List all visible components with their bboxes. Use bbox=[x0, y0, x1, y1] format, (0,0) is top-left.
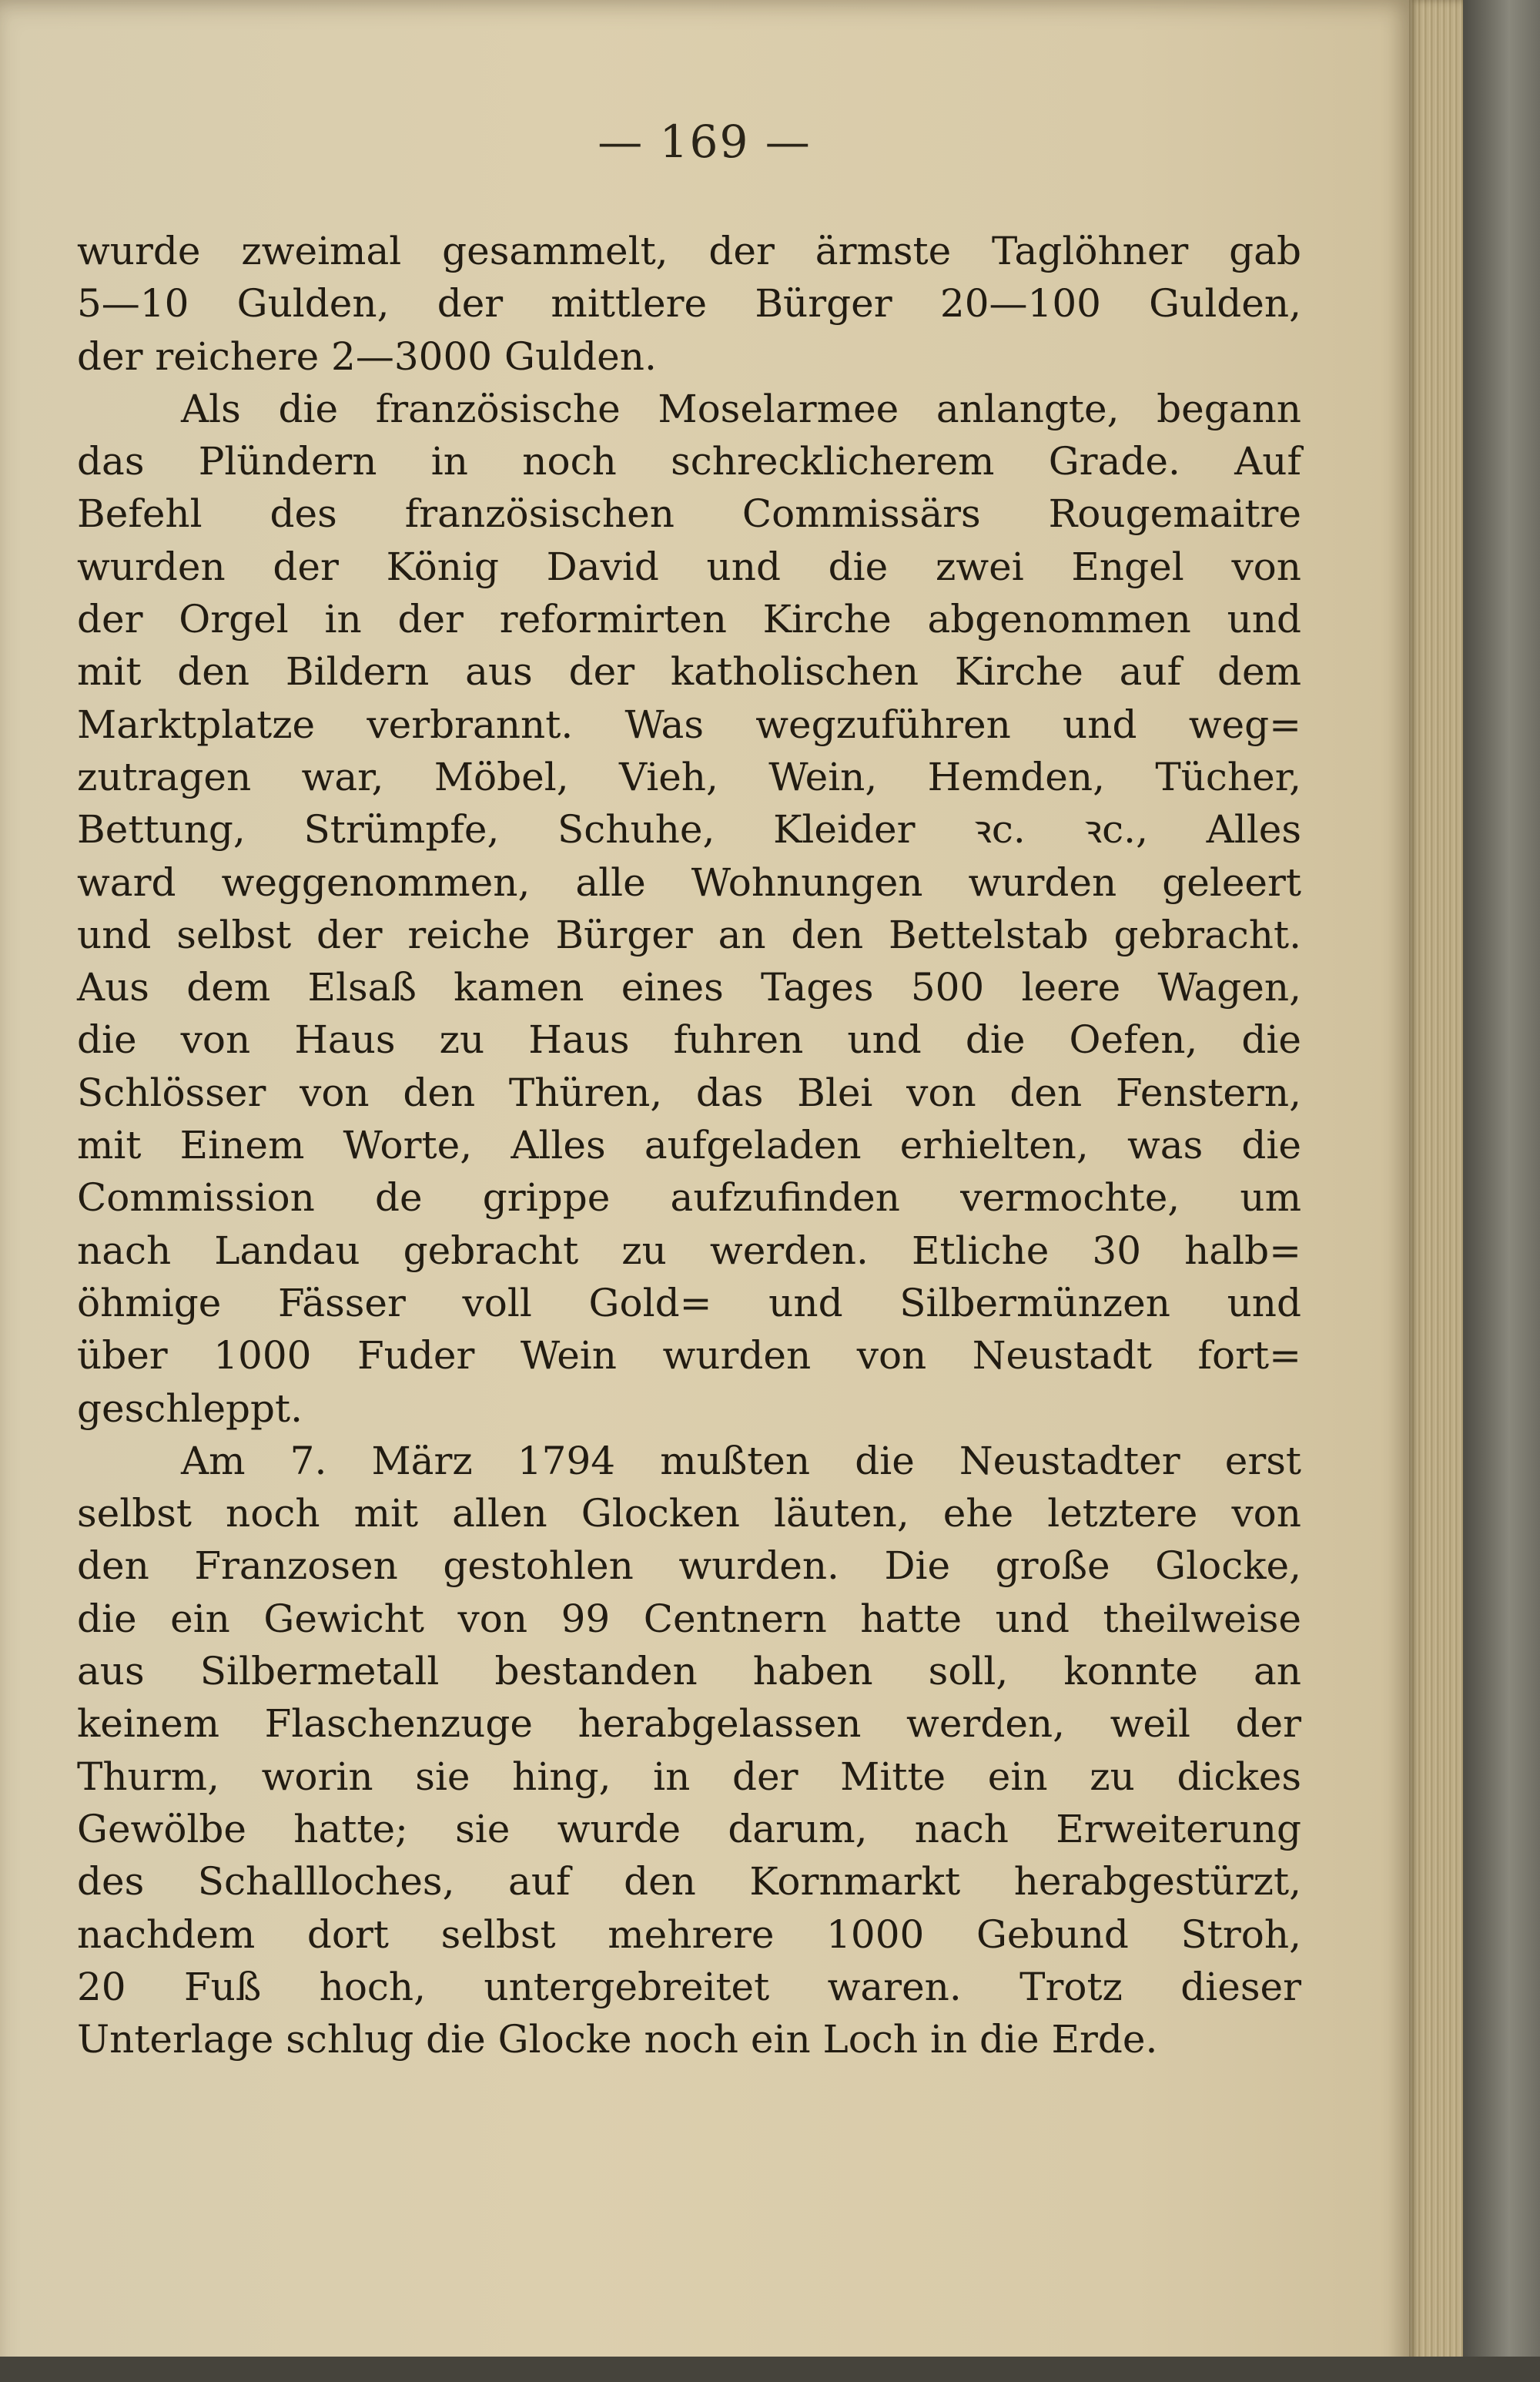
text-line: selbst noch mit allen Glocken läuten, ehe letztere von bbox=[77, 1491, 1301, 1536]
text-line: ward weggenommen, alle Wohnungen wurden geleert bbox=[77, 859, 1301, 905]
book-cover-edge bbox=[1463, 0, 1540, 2382]
text-line: Thurm, worin sie hing, in der Mitte ein zu dickes bbox=[77, 1754, 1301, 1799]
text-line: Befehl des französischen Commissärs Rougemaitre bbox=[77, 491, 1301, 537]
text-line: Am 7. März 1794 mußten die Neustadter erst bbox=[181, 1438, 1301, 1483]
text-line: des Schallloches, auf den Kornmarkt herabgestürzt, bbox=[77, 1859, 1301, 1905]
text-line: aus Silbermetall bestanden haben soll, konnte an bbox=[77, 1649, 1301, 1694]
text-line: keinem Flaschenzuge herabgelassen werden, weil der bbox=[77, 1701, 1301, 1747]
text-line: mit den Bildern aus der katholischen Kirche auf dem bbox=[77, 649, 1301, 695]
page-edges bbox=[1409, 0, 1463, 2382]
text-line: wurden der König David und die zwei Engel von bbox=[77, 544, 1301, 589]
text-line: und selbst der reiche Bürger an den Bettelstab gebracht. bbox=[77, 912, 1301, 957]
text-line: das Plündern in noch schrecklicherem Grade. Auf bbox=[77, 439, 1301, 484]
text-line: der Orgel in der reformirten Kirche abgenommen und bbox=[77, 597, 1301, 642]
text-line: Marktplatze verbrannt. Was wegzuführen und weg= bbox=[77, 702, 1301, 747]
text-line: zutragen war, Möbel, Vieh, Wein, Hemden, Tücher, bbox=[77, 754, 1301, 799]
text-line: Gewölbe hatte; sie wurde darum, nach Erweiterung bbox=[77, 1806, 1301, 1851]
text-line: wurde zweimal gesammelt, der ärmste Taglöhner gab bbox=[77, 229, 1301, 273]
text-line: öhmige Fässer voll Gold= und Silbermünzen und bbox=[77, 1280, 1301, 1325]
text-line: geschleppt. bbox=[77, 1385, 303, 1431]
text-line: den Franzosen gestohlen wurden. Die große Glocke, bbox=[77, 1543, 1301, 1589]
text-line: über 1000 Fuder Wein wurden von Neustadt fort= bbox=[77, 1333, 1301, 1379]
text-line: Aus dem Elsaß kamen eines Tages 500 leere Wagen, bbox=[77, 965, 1301, 1010]
scanner-background bbox=[0, 2357, 1540, 2382]
text-line: 20 Fuß hoch, untergebreitet waren. Trotz dieser bbox=[77, 1964, 1301, 2009]
text-line: der reichere 2—3000 Gulden. bbox=[77, 333, 657, 379]
text-line: Unterlage schlug die Glocke noch ein Loch in die Erde. bbox=[77, 2017, 1158, 2062]
text-line: Schlösser von den Thüren, das Blei von den Fenstern, bbox=[77, 1070, 1301, 1115]
text-line: die von Haus zu Haus fuhren und die Oefen, die bbox=[77, 1017, 1301, 1063]
text-line: Als die französische Moselarmee anlangte, begann bbox=[181, 386, 1301, 431]
text-line: Bettung, Strümpfe, Schuhe, Kleider ꝛc. ꝛc., Alles bbox=[77, 807, 1301, 853]
text-line: 5—10 Gulden, der mittlere Bürger 20—100 Gulden, bbox=[77, 281, 1301, 327]
text-line: mit Einem Worte, Alles aufgeladen erhielten, was die bbox=[77, 1123, 1301, 1168]
text-line: Commission de grippe aufzufinden vermochte, um bbox=[77, 1175, 1301, 1221]
text-line: nach Landau gebracht zu werden. Etliche 30 halb= bbox=[77, 1228, 1301, 1273]
body-text bbox=[77, 225, 1301, 2065]
page-number: — 169 — bbox=[598, 116, 812, 168]
text-line: nachdem dort selbst mehrere 1000 Gebund Stroh, bbox=[77, 1911, 1301, 1957]
text-line: die ein Gewicht von 99 Centnern hatte und theilweise bbox=[77, 1596, 1301, 1641]
